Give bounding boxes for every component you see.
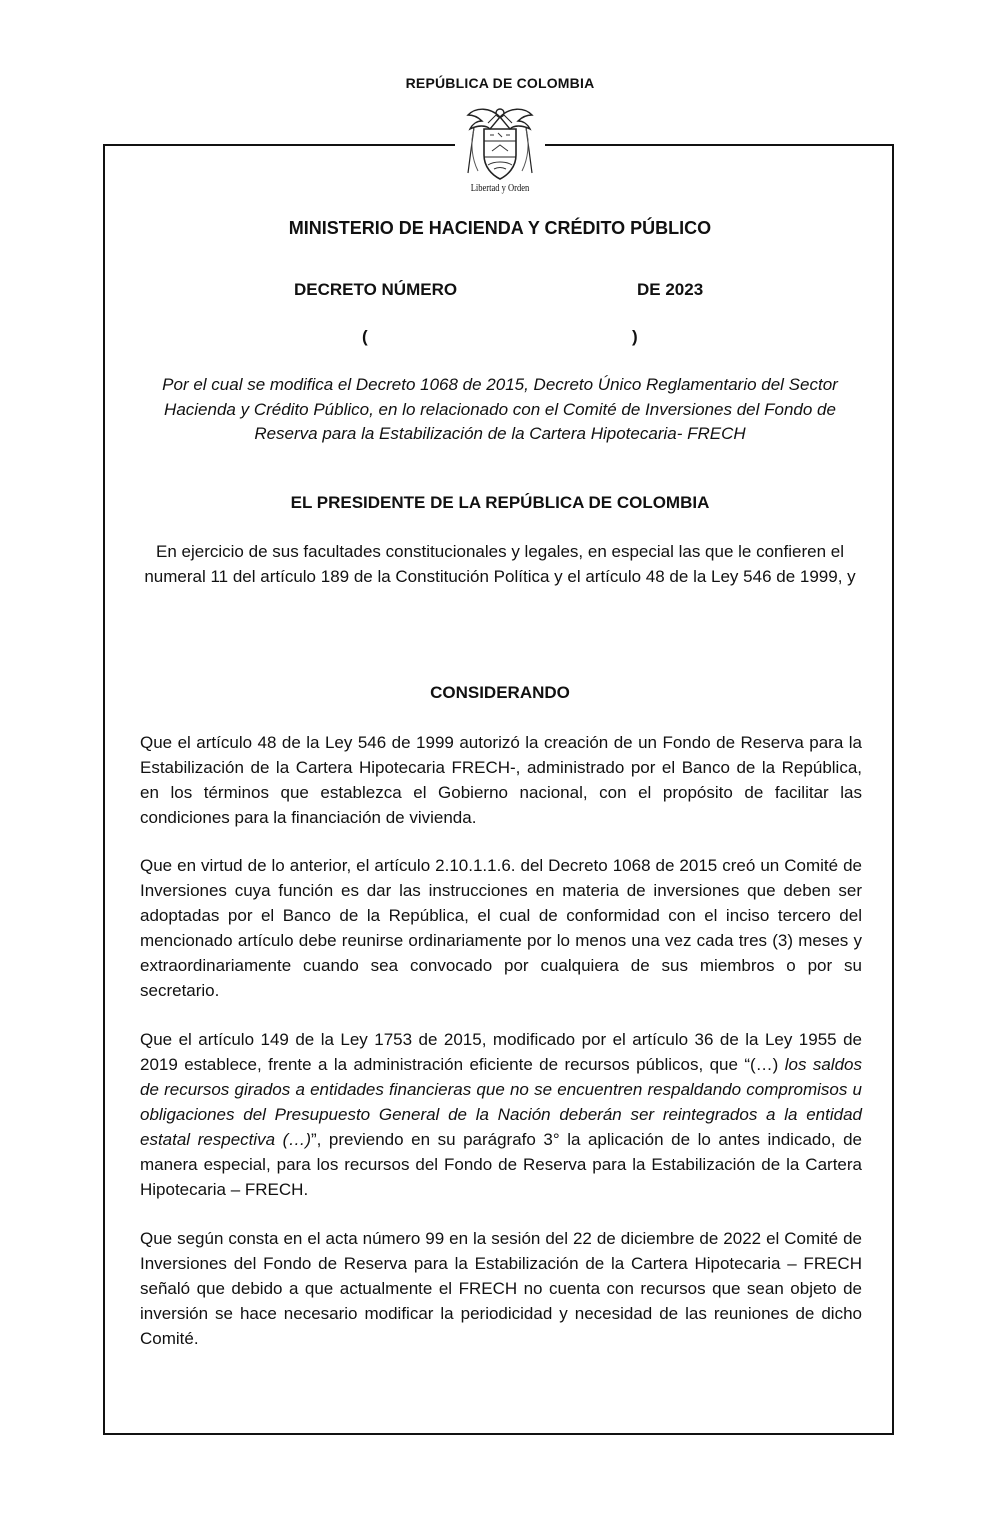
considering-paragraph-4: Que según consta en el acta número 99 en la sesión del 22 de diciembre de 2022 el Comité de Inversiones del Fondo de Reserva para la Estabilización de la Cartera Hipotecaria – FRECH señaló que debido a que actualmente el FRECH no cuenta con recursos que sean objeto de inversión se hace necesario modificar la periodicidad y necesidad de las reuniones de dicho Comité. — [140, 1229, 862, 1348]
seal-motto: Libertad y Orden — [470, 183, 530, 194]
considering-heading: CONSIDERANDO — [430, 683, 570, 702]
republic-heading: REPÚBLICA DE COLOMBIA — [405, 75, 595, 91]
coat-of-arms-icon — [460, 103, 540, 187]
considering-paragraph-2: Que en virtud de lo anterior, el artículo 2.10.1.1.6. del Decreto 1068 de 2015 creó un Comité de Inversiones cuya función es dar las instrucciones en materia de inversiones que deben ser adoptadas por el Banco de la República, el cual de conformidad con el inciso tercero del mencionado artículo debe reunirse ordinariamente por lo menos una vez cada tres (3) meses y extraordinariamente cuando sea convocado por cualquiera de sus miembros o por su secretario. — [140, 856, 862, 1000]
paragraph-3-end: ”, previendo en su parágrafo 3° la aplicación de lo antes indicado, de manera especial, para los recursos del Fondo de Reserva para la Estabilización de la Cartera Hipotecaria – FRECH. — [140, 1130, 862, 1199]
coat-of-arms — [455, 103, 545, 203]
considering-paragraph-3 — [140, 1027, 862, 1202]
considering-paragraph-1: Que el artículo 48 de la Ley 546 de 1999 autorizó la creación de un Fondo de Reserva para la Estabilización de la Cartera Hipotecaria FRECH-, administrado por el Banco de la República, en los términos que establezca el Gobierno nacional, con el propósito de facilitar las condiciones para la financiación de vivienda. — [140, 733, 862, 827]
president-heading: EL PRESIDENTE DE LA REPÚBLICA DE COLOMBIA — [290, 493, 710, 512]
paragraph-3-quote: los saldos de recursos girados a entidades financieras que no se encuentren respaldando compromisos u obligaciones del Presupuesto General de la Nación deberán ser reintegrados a la entidad estatal respectiva (…) — [140, 1055, 862, 1149]
decree-subject: Por el cual se modifica el Decreto 1068 de 2015, Decreto Único Reglamentario del Sector Hacienda y Crédito Público, en lo relacionado con el Comité de Inversiones del Fondo de Reserva para la Estabilización de la Cartera Hipotecaria- FRECH — [162, 375, 838, 443]
decree-number-label: DECRETO NÚMERO — [294, 280, 458, 299]
faculties-paragraph: En ejercicio de sus facultades constitucionales y legales, en especial las que le confieren el numeral 11 del artículo 189 de la Constitución Política y el artículo 48 de la Ley 546 de 1999, y — [144, 542, 856, 586]
paragraph-3-start: Que el artículo 149 de la Ley 1753 de 2015, modificado por el artículo 36 de la Ley 1955 de 2019 establece, frente a la administración eficiente de recursos públicos, que “(…) — [140, 1030, 862, 1074]
ministry-title: MINISTERIO DE HACIENDA Y CRÉDITO PÚBLICO — [288, 218, 712, 238]
decree-date-paren-close: ) — [632, 327, 638, 346]
decree-year-label: DE 2023 — [637, 280, 704, 299]
decree-date-paren-open: ( — [362, 327, 368, 346]
